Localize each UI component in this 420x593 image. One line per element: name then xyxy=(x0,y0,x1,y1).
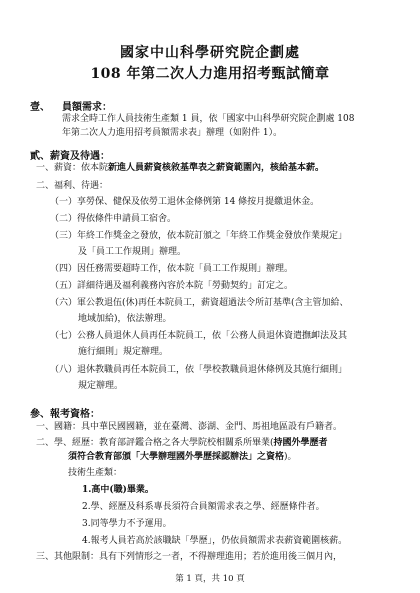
benefit-item-4: （四）因任務需要超時工作，依本院「員工工作規則」辦理。 xyxy=(50,264,294,274)
document-organization-title: 國家中山科學研究院企劃處 xyxy=(120,45,300,61)
section-1-paragraph-line-1: 需求全時工作人員技術生產類 1 員，依「國家中山科學研究院企劃處 108 xyxy=(62,114,355,124)
qualification-education-line-2 xyxy=(68,451,297,463)
benefit-item-5: （五）詳細待遇及福利義務內容於本院「勞動契約」訂定之。 xyxy=(50,281,294,291)
education-close: )。 xyxy=(284,452,297,462)
benefit-item-7-line-1: （七）公務人員退休人員再任本院員工，依「公務人員退休資遣撫卹法及其 xyxy=(50,331,348,341)
benefit-item-2: （二）得依條件申請員工宿舍。 xyxy=(50,214,177,224)
benefit-item-3-line-1: （三）年終工作獎金之發放，依本院訂頒之「年終工作獎金發放作業規定」 xyxy=(50,231,348,241)
foreign-degree-rule: 須符合教育部頒「大學辦理國外學歷採認辦法」之資格 xyxy=(68,452,285,462)
salary-label: 一、薪資：依本院 xyxy=(36,163,109,173)
education-text: 二、學、經歷：教育部評鑑合格之各大學院校相關系所畢業( xyxy=(36,438,274,448)
salary-item xyxy=(36,162,324,174)
qualification-other-restrictions: 三、其他限制：具有下列情形之一者，不得辦理進用；若於進用後三個月內， xyxy=(36,552,343,562)
benefit-item-3-line-2: 及「員工工作規則」辦理。 xyxy=(78,247,187,257)
benefit-item-7-line-2: 施行細則」規定辦理。 xyxy=(78,347,169,357)
requirement-3: 3.同等學力不予運用。 xyxy=(82,519,172,529)
section-1-number: 壹、 xyxy=(30,102,50,113)
benefit-item-1: （一）享勞保、健保及依勞工退休金條例第 14 條按月提繳退休金。 xyxy=(50,197,320,207)
qualification-education-line-1 xyxy=(36,437,328,449)
section-2-heading: 貳、薪資及待遇： xyxy=(30,151,110,162)
benefit-item-8-line-2: 規定辦理。 xyxy=(78,381,124,391)
section-3-heading: 參、報考資格： xyxy=(30,409,100,420)
section-1-heading: 員額需求： xyxy=(62,102,112,113)
document-main-title: 108 年第二次人力進用招考甄試簡章 xyxy=(90,66,330,82)
requirement-4: 4.報考人員若高於該職缺「學歷」，仍依員額需求表薪資範圍核薪。 xyxy=(82,536,348,546)
foreign-degree-note: 持國外學歷者 xyxy=(273,438,328,448)
salary-basis: 新進人員薪資核敘基準表之薪資範圍內，核給基本薪。 xyxy=(108,163,325,173)
requirement-1: 1.高中(職)畢業。 xyxy=(82,485,154,495)
qualification-nationality: 一、國籍：具中華民國國籍，並在臺灣、澎湖、金門、馬祖地區設有戶籍者。 xyxy=(36,422,343,432)
page-number-footer: 第 1 頁，共 10 頁 xyxy=(175,574,245,584)
section-1-paragraph-line-2: 年第二次人力進用招考員額需求表」辦理（如附件 1）。 xyxy=(62,128,283,138)
benefit-item-6-line-1: （六）軍公教退伍(休)再任本院員工，薪資超過法令所訂基準(含主管加給、 xyxy=(50,298,349,308)
category-label: 技術生產類： xyxy=(68,468,123,478)
benefit-item-8-line-1: （八）退休教職員再任本院員工，依「學校教職員退休條例及其施行細則」 xyxy=(50,365,348,375)
benefit-item-6-line-2: 地域加給)，依法辦理。 xyxy=(78,314,172,324)
requirement-2: 2.學、經歷及科系專長須符合員額需求表之學、經歷條件者。 xyxy=(82,502,325,512)
benefits-heading: 二、福利、待遇： xyxy=(36,181,109,191)
